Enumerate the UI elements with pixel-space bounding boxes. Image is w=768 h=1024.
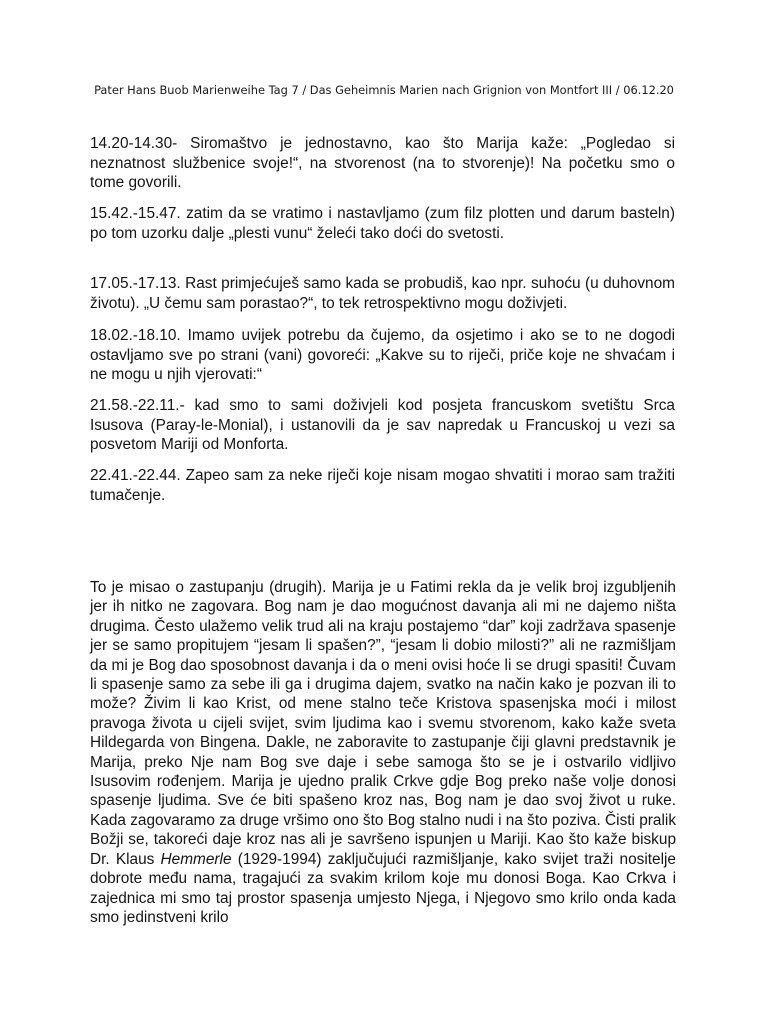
timestamp-paragraph: 17.05.-17.13. Rast primjećuješ samo kada se probudiš, kao npr. suhoću (u duhovnom životu). „U čemu sam porastao?“, to tek retrospektivno mogu doživjeti. bbox=[90, 275, 675, 312]
italic-name: Hemmerle bbox=[160, 850, 232, 868]
body-paragraph bbox=[90, 578, 676, 927]
timestamp-paragraph: 15.42.-15.47. zatim da se vratimo i nastavljamo (zum filz plotten und darum basteln) po tom uzorku dalje „plesti vunu“ želeći tako doći do svetosti. bbox=[90, 205, 675, 242]
timestamp-paragraph: 18.02.-18.10. Imamo uvijek potrebu da čujemo, da osjetimo i ako se to ne dogodi ostavljamo sve po strani (vani) govoreći: „Kakve su to riječi, priče koje ne shvaćam i ne mogu u njih vjerovati:“ bbox=[90, 327, 675, 383]
body-text-part: (1929-1994) zaključujući razmišljanje, kako svijet traži nositelje dobrote među nama, tragajući za svakim krilom koje mu donosi Boga. Kao Crkva i zajednica mi smo taj prostor spasenja umjesto Njega, i Njegovo smo krilo onda kada smo jedinstveni krilo bbox=[90, 850, 676, 926]
timestamp-paragraph: 21.58.-22.11.- kad smo to sami doživjeli kod posjeta francuskom svetištu Srca Isusova (Paray-le-Monial), i ustanovili da je sav napredak u Francuskoj u vezi sa posvetom Mariji od Monforta. bbox=[90, 397, 675, 453]
timestamp-paragraph: 22.41.-22.44. Zapeo sam za neke riječi koje nisam mogao shvatiti i morao sam tražiti tumačenje. bbox=[90, 467, 675, 504]
body-text-part: To je misao o zastupanju (drugih). Marija je u Fatimi rekla da je velik broj izgubljenih jer ih nitko ne zagovara. Bog nam je dao mogućnost davanja ali mi ne dajemo ništa drugima. Često ulažemo velik trud ali na kraju postajemo “dar” koji zadržava spasenje jer se samo propitujem “jesam li spašen?”, “jesam li dobio milosti?” ali ne razmišljam da mi je Bog dao sposobnost davanja i da o meni ovisi hoće li se drugi spasiti! Čuvam li spasenje samo za sebe ili ga i drugima dajem, svatko na način kako je pozvan ili to može? Živim li kao Krist, od mene stalno teče Kristova spasenjska moći i milost pravoga života u cijeli svijet, svim ljudima kao i svemu stvorenom, kako kaže sveta Hildegarda von Bingena. Dakle, ne zaboravite to zastupanje čiji glavni predstavnik je Marija, preko Nje nam Bog sve daje i sebe samoga što se je i ostvarilo vidljivo Isusovim rođenjem. Marija je ujedno pralik Crkve gdje Bog preko naše volje donosi spasenje ljudima. Sve će biti spašeno kroz nas, Bog nam je dao svoj život u ruke. Kada zagovaramo za druge vršimo ono što Bog stalno nudi i na što poziva. Čisti pralik Božji se, takoreći daje kroz nas ali je savršeno ispunjen u Mariji. Kao što kaže biskup Dr. Klaus bbox=[90, 579, 677, 868]
timestamp-paragraph: 14.20-14.30- Siromaštvo je jednostavno, kao što Marija kaže: „Pogledao si neznatnost službenice svoje!“, na stvorenost (na to stvorenje)! Na početku smo o tome govorili. bbox=[90, 135, 675, 191]
page-header: Pater Hans Buob Marienweihe Tag 7 / Das Geheimnis Marien nach Grignion von Montfort III / 06.12.20 bbox=[94, 83, 674, 97]
